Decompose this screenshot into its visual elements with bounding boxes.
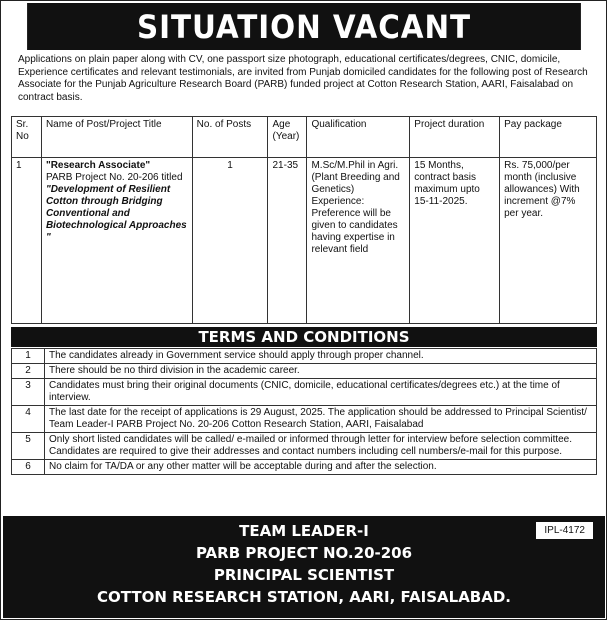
col-header-sr: Sr. No bbox=[12, 117, 42, 158]
ipl-code-badge: IPL-4172 bbox=[536, 522, 593, 539]
vacancy-table bbox=[11, 116, 597, 324]
list-item bbox=[12, 349, 597, 364]
col-header-duration: Project duration bbox=[410, 117, 500, 158]
list-item bbox=[12, 433, 597, 460]
col-header-qualification: Qualification bbox=[307, 117, 410, 158]
footer-line-team-leader: TEAM LEADER-I bbox=[239, 522, 369, 540]
term-number: 5 bbox=[12, 433, 45, 460]
footer-contact bbox=[3, 516, 605, 618]
list-item bbox=[12, 379, 597, 406]
col-header-post: Name of Post/Project Title bbox=[41, 117, 192, 158]
table-header-row bbox=[12, 117, 597, 158]
list-item bbox=[12, 364, 597, 379]
col-header-pay: Pay package bbox=[500, 117, 597, 158]
term-text: There should be no third division in the academic career. bbox=[45, 364, 597, 379]
term-number: 3 bbox=[12, 379, 45, 406]
term-text: Only short listed candidates will be called/ e-mailed or informed through letter for interview before selection committee. Candidates are required to give their addresses and contact numbers including cell numbers/e-mail for this purpose. bbox=[45, 433, 597, 460]
list-item bbox=[12, 406, 597, 433]
page-title: SITUATION VACANT bbox=[27, 3, 581, 50]
cell-qualification: M.Sc/M.Phil in Agri. (Plant Breeding and Genetics) Experience: Preference will be given to candidates having expertise in relevant field bbox=[307, 158, 410, 324]
terms-list bbox=[11, 348, 597, 475]
post-title: "Research Associate" bbox=[45, 160, 151, 171]
cell-posts: 1 bbox=[192, 158, 268, 324]
cell-pay: Rs. 75,000/per month (inclusive allowances) With increment @7% per year. bbox=[500, 158, 597, 324]
project-number: PARB Project No. 20-206 titled bbox=[45, 172, 183, 183]
terms-heading: TERMS AND CONDITIONS bbox=[11, 327, 597, 347]
term-text: The last date for the receipt of applications is 29 August, 2025. The application should be addressed to Principal Scientist/ Team Leader-I PARB Project No. 20-206 Cotton Research Station, AARI, Faisalabad bbox=[45, 406, 597, 433]
footer-line-station: COTTON RESEARCH STATION, AARI, FAISALABAD. bbox=[97, 588, 511, 606]
term-number: 1 bbox=[12, 349, 45, 364]
cell-age: 21-35 bbox=[268, 158, 307, 324]
term-text: The candidates already in Government service should apply through proper channel. bbox=[45, 349, 597, 364]
list-item bbox=[12, 460, 597, 475]
footer-line-project: PARB PROJECT NO.20-206 bbox=[195, 544, 413, 562]
table-row bbox=[12, 158, 597, 324]
cell-duration: 15 Months, contract basis maximum upto 15-11-2025. bbox=[410, 158, 500, 324]
col-header-posts: No. of Posts bbox=[192, 117, 268, 158]
term-text: Candidates must bring their original documents (CNIC, domicile, educational certificates/degrees etc.) at the time of interview. bbox=[45, 379, 597, 406]
term-text: No claim for TA/DA or any other matter will be acceptable during and after the selection. bbox=[45, 460, 597, 475]
term-number: 2 bbox=[12, 364, 45, 379]
project-title: "Development of Resilient Cotton through Bridging Conventional and Biotechnological Approaches " bbox=[45, 184, 187, 243]
term-number: 6 bbox=[12, 460, 45, 475]
cell-post bbox=[41, 158, 192, 324]
footer-line-scientist: PRINCIPAL SCIENTIST bbox=[213, 566, 395, 584]
intro-paragraph: Applications on plain paper along with CV, one passport size photograph, educational certificates/degrees, CNIC, domicile, Experience certificates and relevant testimonials, are invited from Punjab domiciled candidates for the following post of Research Associate for the Punjab Agriculture Research Board (PARB) funded project at Cotton Research Station, AARI, Faisalabad on contract basis. bbox=[18, 54, 588, 103]
col-header-age: Age (Year) bbox=[268, 117, 307, 158]
cell-sr: 1 bbox=[12, 158, 42, 324]
term-number: 4 bbox=[12, 406, 45, 433]
